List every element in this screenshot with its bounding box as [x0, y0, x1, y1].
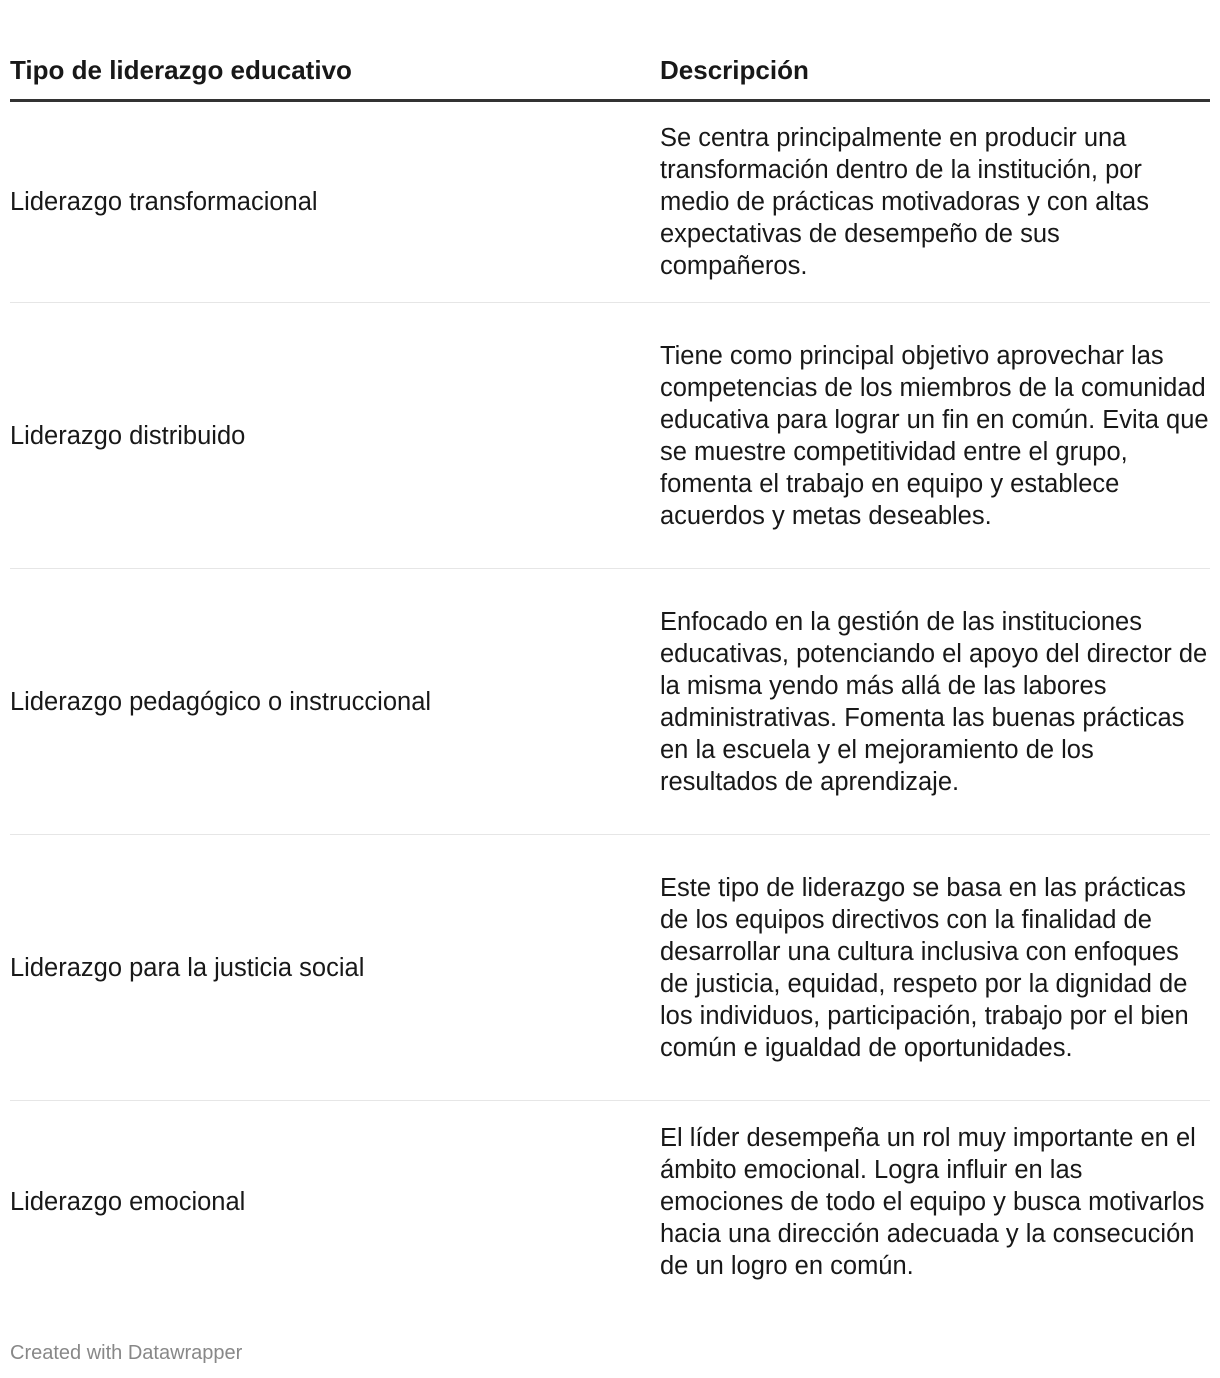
- table-row: [10, 569, 1210, 835]
- table-header: [10, 40, 1210, 102]
- table-row: [10, 303, 1210, 569]
- attribution-link[interactable]: Created with Datawrapper: [10, 1342, 243, 1364]
- cell-description: El líder desempeña un rol muy importante en el ámbito emocional. Logra influir en las emociones de todo el equipo y busca motivarlos hacia una dirección adecuada y la consecución de un logro en común.: [660, 1124, 1205, 1280]
- column-header-description: Descripción: [660, 54, 809, 85]
- cell-type: Liderazgo distribuido: [10, 421, 246, 450]
- cell-description: Enfocado en la gestión de las instituciones educativas, potenciando el apoyo del director de la misma yendo más allá de las labores administrativas. Fomenta las buenas prácticas en la escuela y el mejoramiento de los resultados de aprendizaje.: [660, 607, 1208, 796]
- cell-type: Liderazgo para la justicia social: [10, 953, 365, 982]
- leadership-table: [10, 40, 1210, 1303]
- table-row: [10, 835, 1210, 1101]
- cell-type: Liderazgo emocional: [10, 1188, 246, 1216]
- column-header-type: Tipo de liderazgo educativo: [10, 54, 352, 85]
- cell-description: Tiene como principal objetivo aprovechar las competencias de los miembros de la comunidad educativa para lograr un fin en común. Evita que se muestre competitividad entre el grupo, fomenta el trabajo en equipo y establece acuerdos y metas deseables.: [660, 341, 1209, 530]
- table-row: [10, 102, 1210, 303]
- cell-description: Se centra principalmente en producir una transformación dentro de la institución, por medio de prácticas motivadoras y con altas expectativas de desempeño de sus compañeros.: [660, 124, 1149, 280]
- cell-description: Este tipo de liderazgo se basa en las prácticas de los equipos directivos con la finalidad de desarrollar una cultura inclusiva con enfoques de justicia, equidad, respeto por la dignidad de los individuos, participación, trabajo por el bien común e igualdad de oportunidades.: [660, 873, 1189, 1062]
- cell-type: Liderazgo transformacional: [10, 188, 318, 216]
- table-row: [10, 1101, 1210, 1303]
- cell-type: Liderazgo pedagógico o instruccional: [10, 687, 432, 716]
